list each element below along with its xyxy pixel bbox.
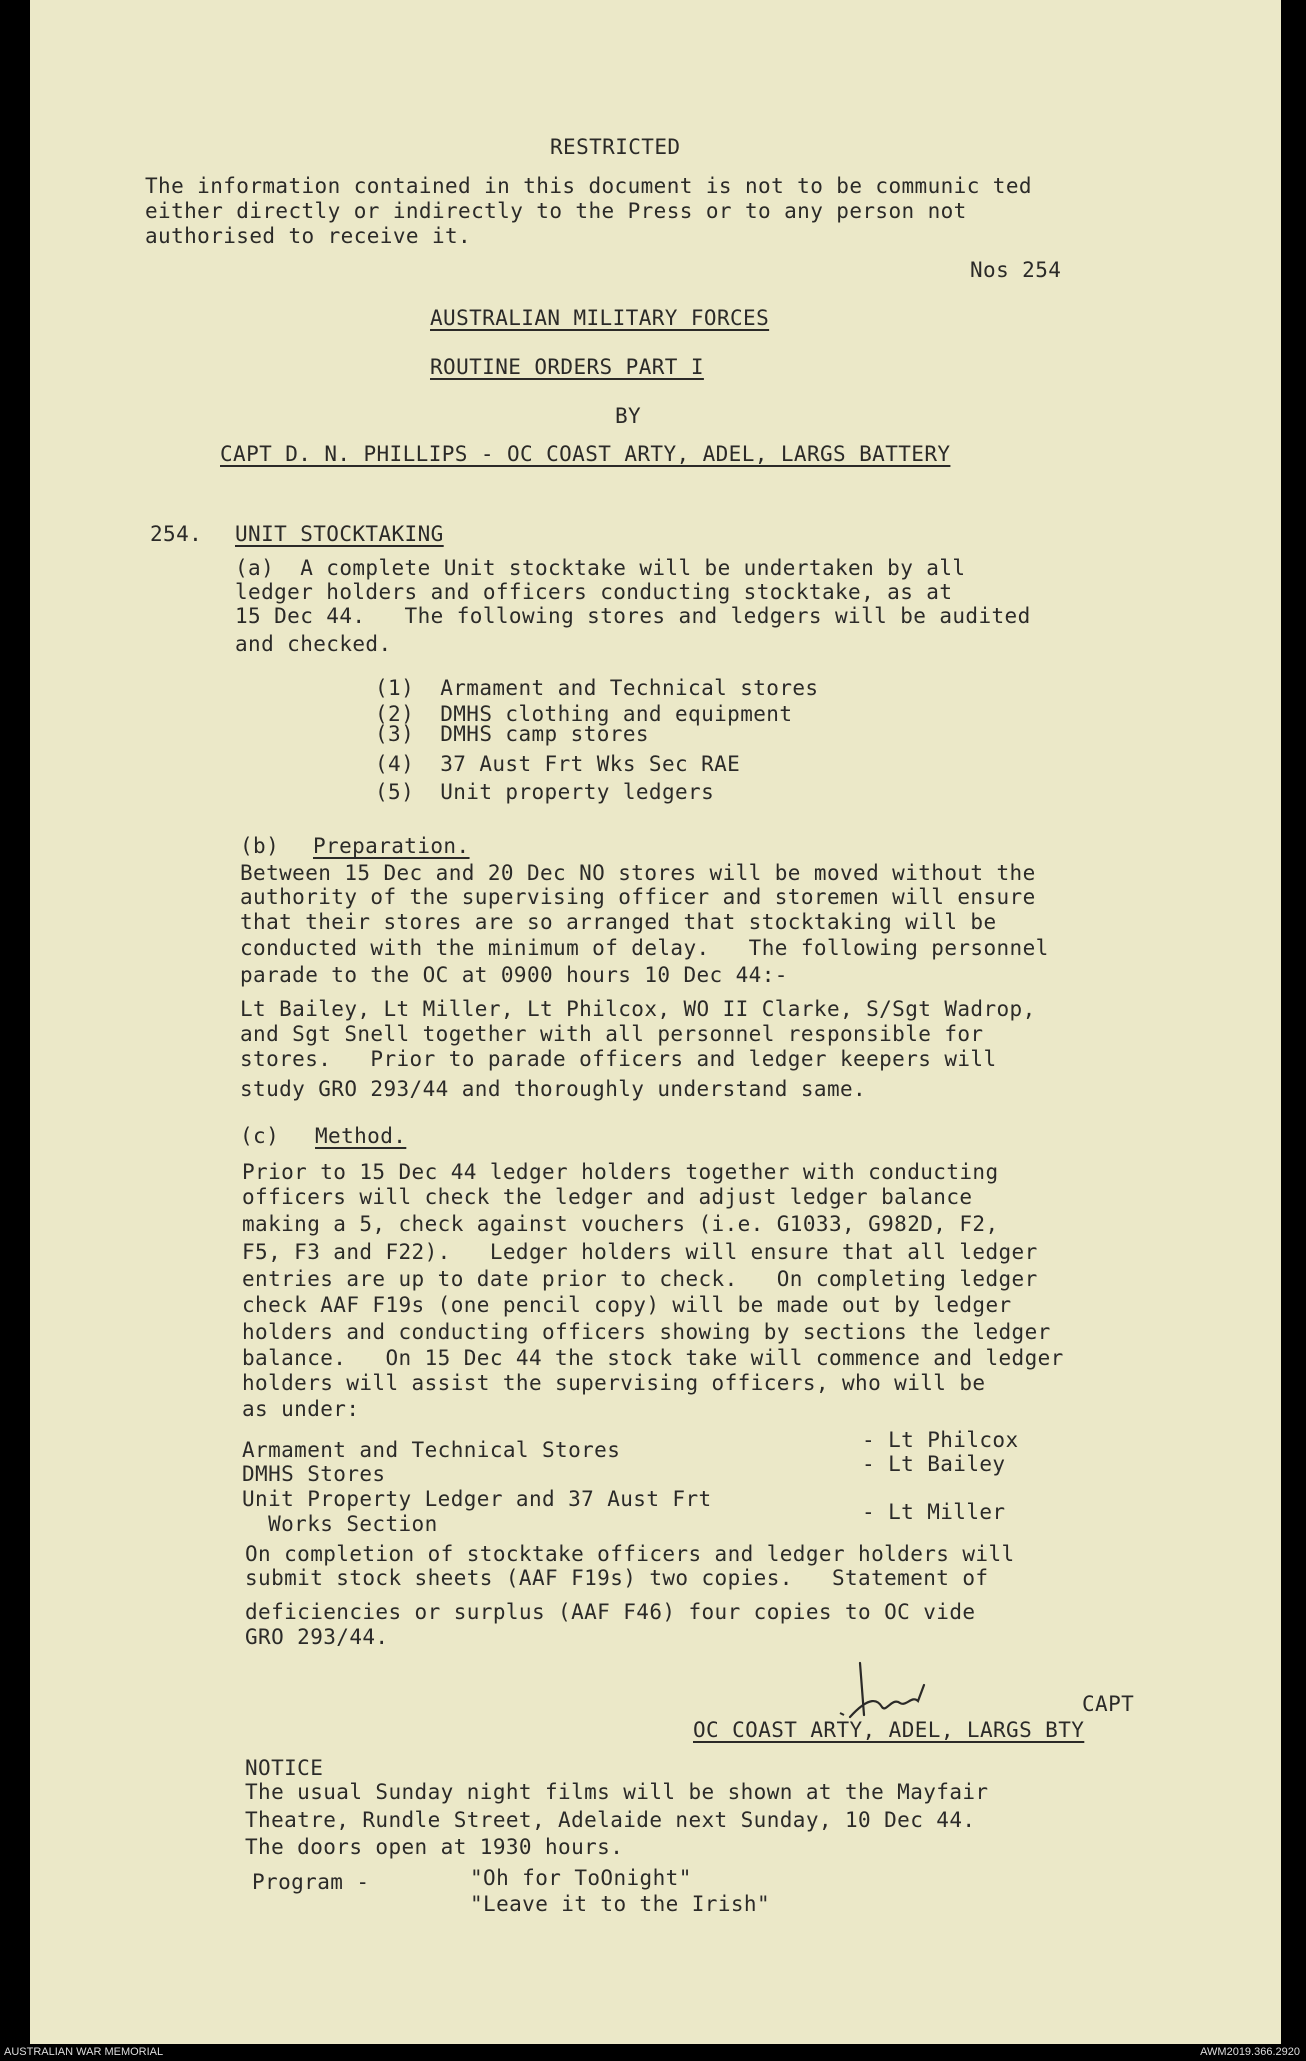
assign-officer: - Lt Bailey (862, 1452, 1006, 1476)
assign-item: Works Section (242, 1512, 438, 1536)
list-item: (2) DMHS clothing and equipment (375, 702, 793, 726)
signoff-rank: CAPT (1082, 1692, 1135, 1716)
para-c-line: Prior to 15 Dec 44 ledger holders together with conducting (242, 1160, 999, 1184)
para-b-label: (b) (240, 834, 280, 858)
para-b2-line: study GRO 293/44 and thoroughly understand same. (240, 1077, 867, 1101)
para-b2-line: and Sgt Snell together with all personnel responsible for (240, 1022, 984, 1046)
notice-body-line: Theatre, Rundle Street, Adelaide next Sunday, 10 Dec 44. (245, 1808, 976, 1832)
assign-item: Armament and Technical Stores (242, 1438, 621, 1462)
para-c-line: as under: (242, 1397, 360, 1421)
assign-officer: - Lt Miller (862, 1500, 1006, 1524)
para-c-line: balance. On 15 Dec 44 the stock take will commence and ledger (242, 1346, 1064, 1370)
para-c-line: holders and conducting officers showing by sections the ledger (242, 1320, 1051, 1344)
notice-line-1: The information contained in this document is not to be communic ted (145, 174, 1032, 198)
para-b-line: conducted with the minimum of delay. The following personnel (240, 936, 1049, 960)
para-c-line: F5, F3 and F22). Ledger holders will ensure that all ledger (242, 1240, 1038, 1264)
film-title: "Leave it to the Irish" (470, 1892, 770, 1916)
para-c2-line: On completion of stocktake officers and ledger holders will (245, 1542, 1015, 1566)
para-c2-line: GRO 293/44. (245, 1625, 389, 1649)
para-a-line-3: 15 Dec 44. The following stores and ledgers will be audited (235, 604, 1031, 628)
footer-left: AUSTRALIAN WAR MEMORIAL (4, 2046, 164, 2058)
title-line-1: AUSTRALIAN MILITARY FORCES (430, 306, 770, 330)
para-c-label: (c) (240, 1124, 280, 1148)
para-a-line-4: and checked. (235, 632, 392, 656)
archive-footer (0, 2044, 1306, 2061)
order-number: 254. (150, 522, 203, 546)
list-item: (5) Unit property ledgers (375, 780, 715, 804)
notice-line-2: either directly or indirectly to the Press or to any person not (145, 199, 967, 223)
para-b-line: Between 15 Dec and 20 Dec NO stores will be moved without the (240, 861, 1036, 885)
para-b-line: that their stores are so arranged that stocktaking will be (240, 910, 997, 934)
assign-item: DMHS Stores (242, 1462, 386, 1486)
para-b2-line: stores. Prior to parade officers and ledger keepers will (240, 1047, 997, 1071)
para-c-line: holders will assist the supervising officers, who will be (242, 1371, 986, 1395)
program-label: Program - (252, 1870, 370, 1894)
list-item: (1) Armament and Technical stores (375, 676, 819, 700)
para-b-line: authority of the supervising officer and storemen will ensure (240, 885, 1036, 909)
document-page (30, 0, 1281, 2044)
para-a-line-2: ledger holders and officers conducting stocktake, as at (235, 580, 953, 604)
footer-right: AWM2019.366.2920 (1200, 2046, 1300, 2058)
title-line-3: BY (615, 404, 642, 428)
title-line-4: CAPT D. N. PHILLIPS - OC COAST ARTY, ADEL, LARGS BATTERY (220, 442, 951, 466)
para-a-line-1: (a) A complete Unit stocktake will be undertaken by all (235, 556, 966, 580)
list-item: (4) 37 Aust Frt Wks Sec RAE (375, 752, 741, 776)
para-c-line: entries are up to date prior to check. On completing ledger (242, 1267, 1038, 1291)
para-c-heading: Method. (315, 1124, 407, 1148)
para-b-line: parade to the OC at 0900 hours 10 Dec 44:- (240, 963, 788, 987)
assign-officer: - Lt Philcox (862, 1428, 1019, 1452)
para-c2-line: submit stock sheets (AAF F19s) two copies. Statement of (245, 1566, 989, 1590)
document-number: Nos 254 (970, 258, 1062, 282)
notice-body-line: The doors open at 1930 hours. (245, 1835, 624, 1859)
assign-item: Unit Property Ledger and 37 Aust Frt (242, 1487, 712, 1511)
notice-body-line: The usual Sunday night films will be shown at the Mayfair (245, 1780, 989, 1804)
para-b2-line: Lt Bailey, Lt Miller, Lt Philcox, WO II Clarke, S/Sgt Wadrop, (240, 997, 1036, 1021)
signoff-unit: OC COAST ARTY, ADEL, LARGS BTY (693, 1718, 1085, 1742)
para-c-line: making a 5, check against vouchers (i.e. G1033, G982D, F2, (242, 1212, 999, 1236)
para-b-heading: Preparation. (313, 834, 470, 858)
notice-heading: NOTICE (245, 1756, 324, 1780)
notice-line-3: authorised to receive it. (145, 224, 472, 248)
para-c-line: check AAF F19s (one pencil copy) will be made out by ledger (242, 1293, 1012, 1317)
film-title: "Oh for ToOnight" (470, 1866, 692, 1890)
handwritten-signature (820, 1655, 950, 1725)
list-item: (3) DMHS camp stores (375, 722, 649, 746)
title-line-2: ROUTINE ORDERS PART I (430, 355, 704, 379)
para-c-line: officers will check the ledger and adjust ledger balance (242, 1185, 973, 1209)
para-c2-line: deficiencies or surplus (AAF F46) four copies to OC vide (245, 1600, 976, 1624)
restricted-label: RESTRICTED (550, 135, 681, 159)
order-heading: UNIT STOCKTAKING (235, 522, 444, 546)
